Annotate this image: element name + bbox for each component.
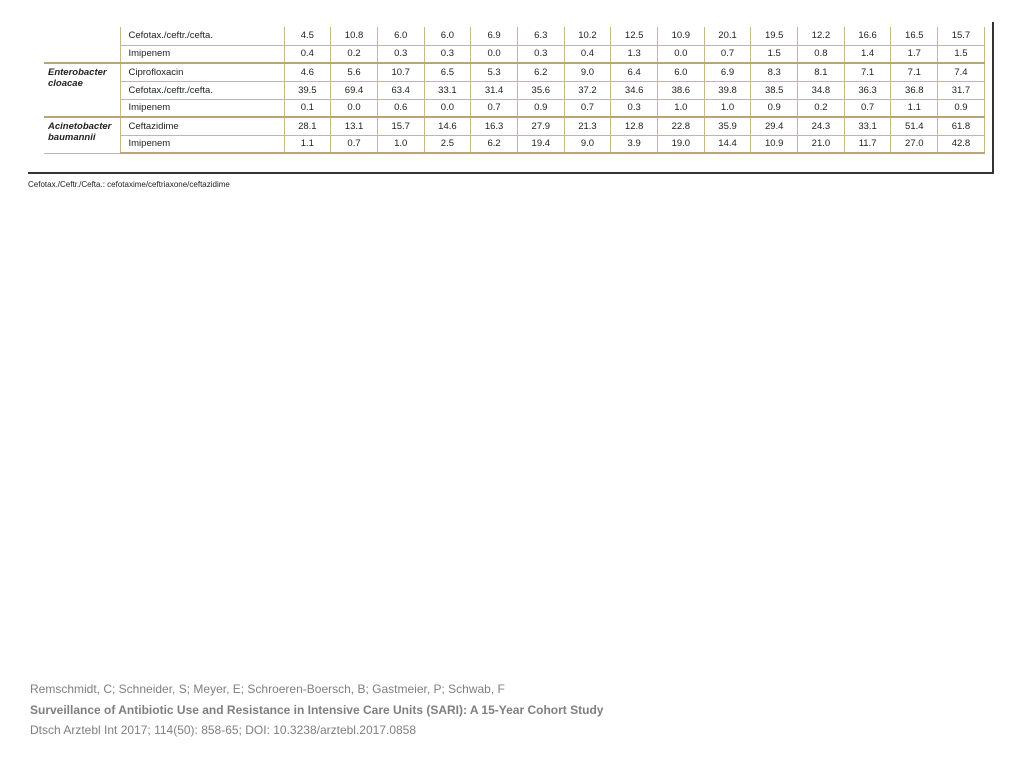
table-row	[44, 81, 984, 99]
value-cell: 0.3	[517, 45, 564, 63]
value-cell: 6.0	[424, 27, 471, 45]
table-footnote: Cefotax./Ceftr./Cefta.: cefotaxime/ceftriaxone/ceftazidime	[28, 180, 230, 189]
antibiotic-cell: Cefotax./ceftr./cefta.	[120, 81, 284, 99]
value-cell: 20.1	[704, 27, 751, 45]
value-cell: 10.2	[564, 27, 611, 45]
value-cell: 36.3	[844, 81, 891, 99]
value-cell: 1.0	[704, 99, 751, 117]
value-cell: 13.1	[331, 117, 378, 135]
value-cell: 12.8	[611, 117, 658, 135]
value-cell: 33.1	[844, 117, 891, 135]
value-cell: 31.4	[471, 81, 518, 99]
value-cell: 12.5	[611, 27, 658, 45]
value-cell: 33.1	[424, 81, 471, 99]
value-cell: 0.3	[424, 45, 471, 63]
value-cell: 12.2	[798, 27, 845, 45]
value-cell: 4.5	[284, 27, 331, 45]
value-cell: 16.5	[891, 27, 938, 45]
citation-authors: Remschmidt, C; Schneider, S; Meyer, E; Schroeren-Boersch, B; Gastmeier, P; Schwab, F	[30, 682, 505, 696]
value-cell: 16.6	[844, 27, 891, 45]
value-cell: 1.4	[844, 45, 891, 63]
value-cell: 1.5	[938, 45, 985, 63]
value-cell: 27.0	[891, 135, 938, 153]
value-cell: 0.2	[331, 45, 378, 63]
table-row	[44, 27, 984, 45]
value-cell: 0.7	[331, 135, 378, 153]
value-cell: 0.7	[844, 99, 891, 117]
value-cell: 7.1	[844, 63, 891, 81]
value-cell: 14.6	[424, 117, 471, 135]
value-cell: 21.3	[564, 117, 611, 135]
value-cell: 10.9	[751, 135, 798, 153]
value-cell: 0.6	[377, 99, 424, 117]
value-cell: 34.8	[798, 81, 845, 99]
value-cell: 0.9	[751, 99, 798, 117]
value-cell: 7.1	[891, 63, 938, 81]
value-cell: 1.7	[891, 45, 938, 63]
value-cell: 28.1	[284, 117, 331, 135]
antibiotic-cell: Imipenem	[120, 135, 284, 153]
value-cell: 11.7	[844, 135, 891, 153]
antibiotic-cell: Imipenem	[120, 99, 284, 117]
value-cell: 0.4	[564, 45, 611, 63]
value-cell: 16.3	[471, 117, 518, 135]
value-cell: 24.3	[798, 117, 845, 135]
value-cell: 0.0	[424, 99, 471, 117]
value-cell: 5.6	[331, 63, 378, 81]
resistance-table-body	[44, 27, 984, 153]
value-cell: 22.8	[658, 117, 705, 135]
value-cell: 0.1	[284, 99, 331, 117]
value-cell: 1.1	[284, 135, 331, 153]
value-cell: 0.3	[611, 99, 658, 117]
value-cell: 10.8	[331, 27, 378, 45]
value-cell: 15.7	[938, 27, 985, 45]
value-cell: 27.9	[517, 117, 564, 135]
value-cell: 2.5	[424, 135, 471, 153]
value-cell: 6.3	[517, 27, 564, 45]
value-cell: 0.0	[331, 99, 378, 117]
value-cell: 8.1	[798, 63, 845, 81]
value-cell: 10.9	[658, 27, 705, 45]
antibiotic-cell: Ciprofloxacin	[120, 63, 284, 81]
antibiotic-cell: Cefotax./ceftr./cefta.	[120, 27, 284, 45]
value-cell: 6.4	[611, 63, 658, 81]
value-cell: 0.7	[704, 45, 751, 63]
value-cell: 19.0	[658, 135, 705, 153]
value-cell: 10.7	[377, 63, 424, 81]
value-cell: 0.3	[377, 45, 424, 63]
value-cell: 5.3	[471, 63, 518, 81]
citation	[30, 679, 603, 741]
value-cell: 21.0	[798, 135, 845, 153]
organism-cell	[44, 27, 120, 63]
value-cell: 29.4	[751, 117, 798, 135]
value-cell: 19.5	[751, 27, 798, 45]
table-row	[44, 45, 984, 63]
antibiotic-cell: Imipenem	[120, 45, 284, 63]
value-cell: 42.8	[938, 135, 985, 153]
organism-cell: Enterobacter cloacae	[44, 63, 120, 117]
value-cell: 6.0	[377, 27, 424, 45]
citation-title: Surveillance of Antibiotic Use and Resistance in Intensive Care Units (SARI): A 15-Year Cohort Study	[30, 702, 604, 717]
value-cell: 0.0	[471, 45, 518, 63]
antibiotic-cell: Ceftazidime	[120, 117, 284, 135]
table-row	[44, 135, 984, 153]
value-cell: 9.0	[564, 63, 611, 81]
value-cell: 0.2	[798, 99, 845, 117]
value-cell: 39.5	[284, 81, 331, 99]
value-cell: 0.4	[284, 45, 331, 63]
value-cell: 1.5	[751, 45, 798, 63]
value-cell: 9.0	[564, 135, 611, 153]
value-cell: 1.1	[891, 99, 938, 117]
value-cell: 38.6	[658, 81, 705, 99]
value-cell: 61.8	[938, 117, 985, 135]
resistance-table	[44, 27, 985, 154]
value-cell: 1.0	[658, 99, 705, 117]
value-cell: 3.9	[611, 135, 658, 153]
value-cell: 38.5	[751, 81, 798, 99]
value-cell: 35.6	[517, 81, 564, 99]
value-cell: 7.4	[938, 63, 985, 81]
value-cell: 37.2	[564, 81, 611, 99]
value-cell: 31.7	[938, 81, 985, 99]
value-cell: 34.6	[611, 81, 658, 99]
value-cell: 6.2	[471, 135, 518, 153]
value-cell: 6.9	[704, 63, 751, 81]
organism-cell: Acinetobacter baumannii	[44, 117, 120, 153]
value-cell: 35.9	[704, 117, 751, 135]
value-cell: 6.0	[658, 63, 705, 81]
value-cell: 0.7	[564, 99, 611, 117]
value-cell: 6.9	[471, 27, 518, 45]
value-cell: 4.6	[284, 63, 331, 81]
value-cell: 15.7	[377, 117, 424, 135]
table-row	[44, 63, 984, 81]
value-cell: 0.8	[798, 45, 845, 63]
value-cell: 69.4	[331, 81, 378, 99]
value-cell: 39.8	[704, 81, 751, 99]
value-cell: 1.0	[377, 135, 424, 153]
value-cell: 6.2	[517, 63, 564, 81]
table-row	[44, 99, 984, 117]
value-cell: 6.5	[424, 63, 471, 81]
value-cell: 0.9	[517, 99, 564, 117]
value-cell: 14.4	[704, 135, 751, 153]
value-cell: 8.3	[751, 63, 798, 81]
value-cell: 51.4	[891, 117, 938, 135]
value-cell: 0.7	[471, 99, 518, 117]
value-cell: 19.4	[517, 135, 564, 153]
table-row	[44, 117, 984, 135]
value-cell: 63.4	[377, 81, 424, 99]
value-cell: 36.8	[891, 81, 938, 99]
value-cell: 0.9	[938, 99, 985, 117]
citation-source: Dtsch Arztebl Int 2017; 114(50): 858-65; DOI: 10.3238/arztebl.2017.0858	[30, 723, 417, 737]
value-cell: 1.3	[611, 45, 658, 63]
value-cell: 0.0	[658, 45, 705, 63]
